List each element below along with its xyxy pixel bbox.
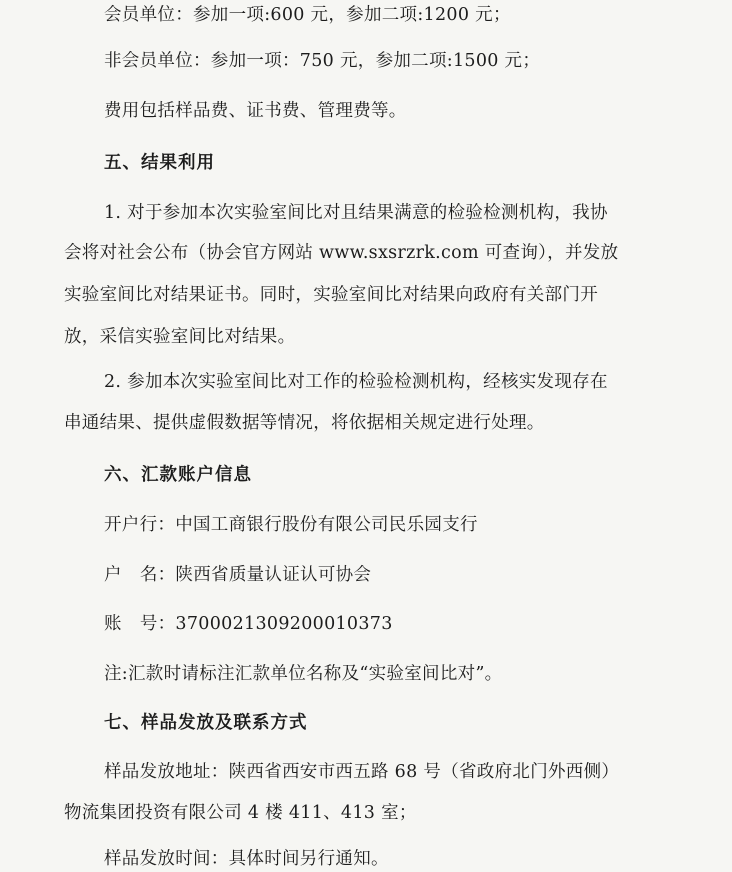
member-fee-line: 会员单位：参加一项:600 元，参加二项:1200 元； (104, 5, 511, 25)
section5-item1-line3: 实验室间比对结果证书。同时，实验室间比对结果向政府有关部门开 (64, 285, 598, 305)
account-number-value: 3700021309200010373 (175, 614, 393, 634)
account-number-label-part1: 账 (104, 614, 122, 634)
non-member-fee-line: 非会员单位：参加一项：750 元，参加二项:1500 元； (104, 51, 541, 71)
account-name-label-part1: 户 (104, 565, 122, 585)
section5-item1-line2: 会将对社会公布（协会官方网站 www.sxsrzrk.com 可查询），并发放 (64, 243, 619, 263)
section6-heading: 六、汇款账户信息 (104, 465, 252, 485)
section5-item2-line1: 2. 参加本次实验室间比对工作的检验检测机构，经核实发现存在 (104, 372, 608, 392)
fee-includes-line: 费用包括样品费、证书费、管理费等。 (104, 101, 407, 121)
account-number-label-part2: 号： (139, 614, 176, 634)
account-number-line (104, 612, 393, 636)
section5-item1-line1: 1. 对于参加本次实验室间比对且结果满意的检验检测机构，我协 (104, 203, 608, 223)
account-name-label-part2: 名： (139, 565, 176, 585)
account-name-line (104, 563, 371, 587)
remittance-note: 注:汇款时请标注汇款单位名称及“实验室间比对”。 (104, 664, 503, 684)
section5-item1-line4: 放，采信实验室间比对结果。 (64, 327, 296, 347)
section7-heading: 七、样品发放及联系方式 (104, 713, 308, 733)
sample-address-line2: 物流集团投资有限公司 4 楼 411、413 室； (64, 803, 417, 823)
section5-item2-line2: 串通结果、提供虚假数据等情况，将依据相关规定进行处理。 (64, 413, 545, 433)
sample-time-line: 样品发放时间：具体时间另行通知。 (104, 849, 389, 869)
account-name-value: 陕西省质量认证认可协会 (175, 565, 372, 585)
section5-heading: 五、结果利用 (104, 153, 215, 173)
sample-address-line1: 样品发放地址：陕西省西安市西五路 68 号（省政府北门外西侧） (104, 762, 620, 782)
bank-line: 开户行：中国工商银行股份有限公司民乐园支行 (104, 515, 478, 535)
